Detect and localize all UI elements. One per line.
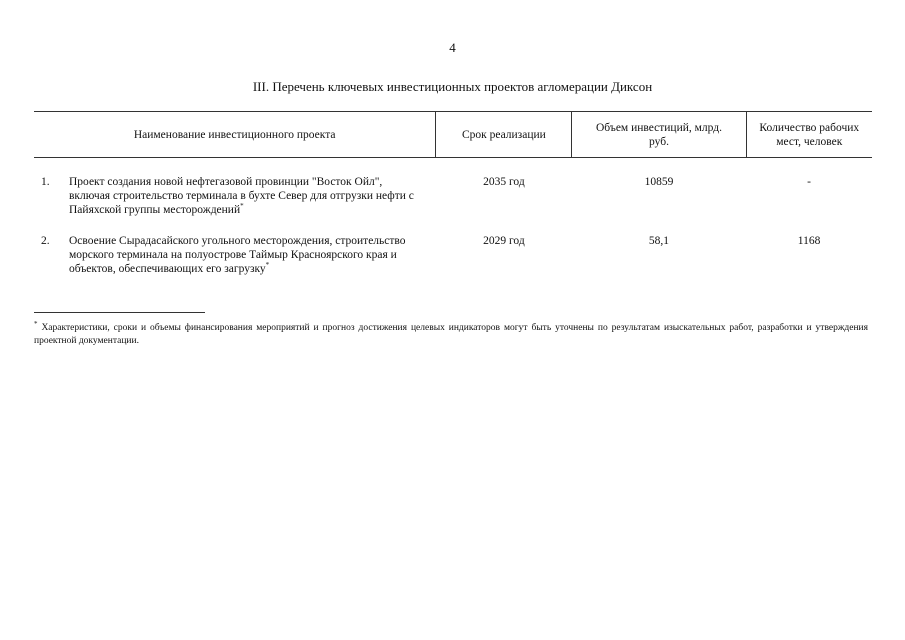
jobs-cell: 1168 <box>797 235 821 247</box>
table-header-row <box>34 112 872 158</box>
table-row <box>34 158 872 231</box>
investment-cell: 10859 <box>644 176 674 188</box>
header-investment: Объем инвестиций, млрд. руб. <box>572 112 746 158</box>
investment-cell: 58,1 <box>648 235 670 247</box>
term-cell: 2035 год <box>483 176 525 188</box>
row-number: 2. <box>41 235 50 247</box>
page-number: 4 <box>449 40 456 55</box>
projects-table <box>34 111 872 282</box>
project-name-cell <box>34 158 436 231</box>
section-title: III. Перечень ключевых инвестиционных проектов агломерации Диксон <box>252 79 653 94</box>
footnote-text: Характеристики, сроки и объемы финансирования мероприятий и прогноз достижения целевых индикаторов могут быть уточнены по результатам изыскательных работ, разработки и утверждения проектной документации. <box>34 323 868 346</box>
header-term: Срок реализации <box>436 112 572 158</box>
header-project-name: Наименование инвестиционного проекта <box>34 112 436 158</box>
row-number: 1. <box>41 176 50 188</box>
jobs-cell: - <box>807 176 811 188</box>
project-name-cell <box>34 230 436 282</box>
footnote-marker: * <box>240 202 244 211</box>
header-jobs: Количество рабочих мест, человек <box>746 112 872 158</box>
project-name-text: Освоение Сырадасайского угольного месторождения, строительство морского терминала на полуострове Таймыр Красноярского края и объектов, обеспечивающих его загрузку <box>69 235 406 275</box>
footnote-marker: * <box>265 261 270 270</box>
table-row <box>34 230 872 282</box>
footnote-marker: * <box>34 319 38 328</box>
footnote-divider <box>34 312 205 313</box>
project-name-text: Проект создания новой нефтегазовой провинции "Восток Ойл", включая строительство терминала в бухте Север для отгрузки нефти с Пайяхской группы месторождений <box>69 176 414 216</box>
project-name <box>69 234 435 276</box>
project-name <box>69 175 435 217</box>
footnote <box>34 319 868 348</box>
term-cell: 2029 год <box>483 235 525 247</box>
